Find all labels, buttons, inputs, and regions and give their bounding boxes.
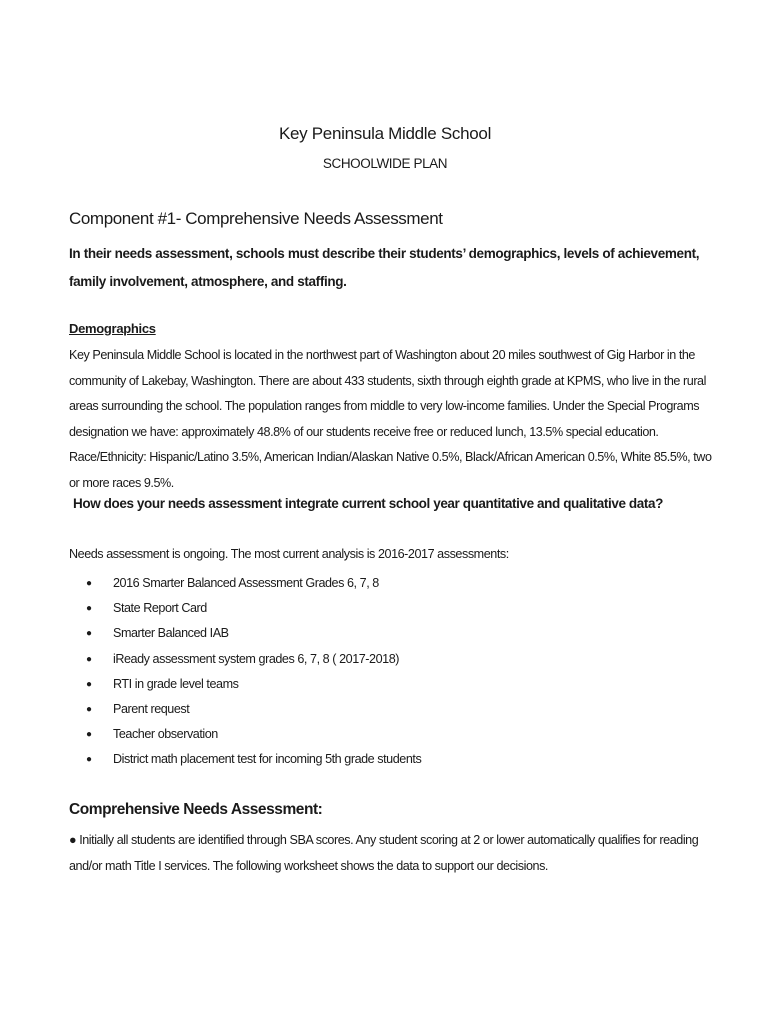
list-item (86, 596, 421, 621)
list-item-text: RTI in grade level teams (113, 676, 239, 691)
list-item-text: District math placement test for incoming 5th grade students (113, 752, 422, 767)
bullet-icon: ● (86, 628, 92, 640)
list-item (86, 571, 421, 596)
component-heading: Component #1- Comprehensive Needs Assessment (69, 209, 443, 228)
comprehensive-heading: Comprehensive Needs Assessment: (69, 801, 323, 818)
comprehensive-paragraph: ● Initially all students are identified through SBA scores. Any student scoring at 2 or lower automatically qualifies for reading and/or math Title I services. The following worksheet shows the data to support our decisions. (69, 833, 699, 873)
needs-intro: Needs assessment is ongoing. The most current analysis is 2016-2017 assessments: (69, 547, 509, 561)
integration-question: How does your needs assessment integrate current school year quantitative and qualitative data? (73, 496, 663, 511)
bullet-icon: ● (86, 678, 92, 690)
list-item-text: Teacher observation (113, 727, 218, 742)
school-name: Key Peninsula Middle School (278, 124, 492, 143)
demographics-paragraph: Key Peninsula Middle School is located in the northwest part of Washington about 20 miles southwest of Gig Harbor in the community of Lakebay, Washington. There are about 433 students, sixth through eighth grade at KPMS, who live in the rural areas surrounding the school. The population ranges from middle to very low-income families. Under the Special Programs designation we have: approximately 48.8% of our students receive free or reduced lunch, 13.5% special education. Race/Ethnicity: Hispanic/Latino 3.5%, American Indian/Alaskan Native 0.5%, Black/African American 0.5%, White 85.5%, two or more races 9.5%. (69, 348, 712, 490)
plan-title: SCHOOLWIDE PLAN (322, 156, 448, 171)
list-item-text: Parent request (113, 701, 190, 716)
list-item-text: iReady assessment system grades 6, 7, 8 ( 2017-2018) (113, 651, 400, 666)
list-item-text: State Report Card (113, 601, 207, 616)
component-description: In their needs assessment, schools must describe their students’ demographics, levels of achievement, family involvement, atmosphere, and staffing. (69, 246, 700, 289)
list-item (86, 747, 421, 772)
demographics-heading: Demographics (69, 321, 156, 336)
bullet-icon: ● (86, 653, 92, 665)
list-item (86, 722, 421, 747)
list-item (86, 672, 421, 697)
list-item (86, 697, 421, 722)
bullet-icon: ● (86, 578, 92, 589)
list-item-text: 2016 Smarter Balanced Assessment Grades 6, 7, 8 (113, 576, 379, 590)
bullet-icon: ● (86, 754, 92, 766)
list-item-text: Smarter Balanced IAB (113, 626, 229, 641)
assessment-list (86, 571, 421, 773)
list-item (86, 647, 421, 672)
bullet-icon: ● (86, 729, 92, 741)
list-item (86, 621, 421, 646)
bullet-icon: ● (86, 703, 92, 715)
bullet-icon: ● (86, 603, 92, 615)
